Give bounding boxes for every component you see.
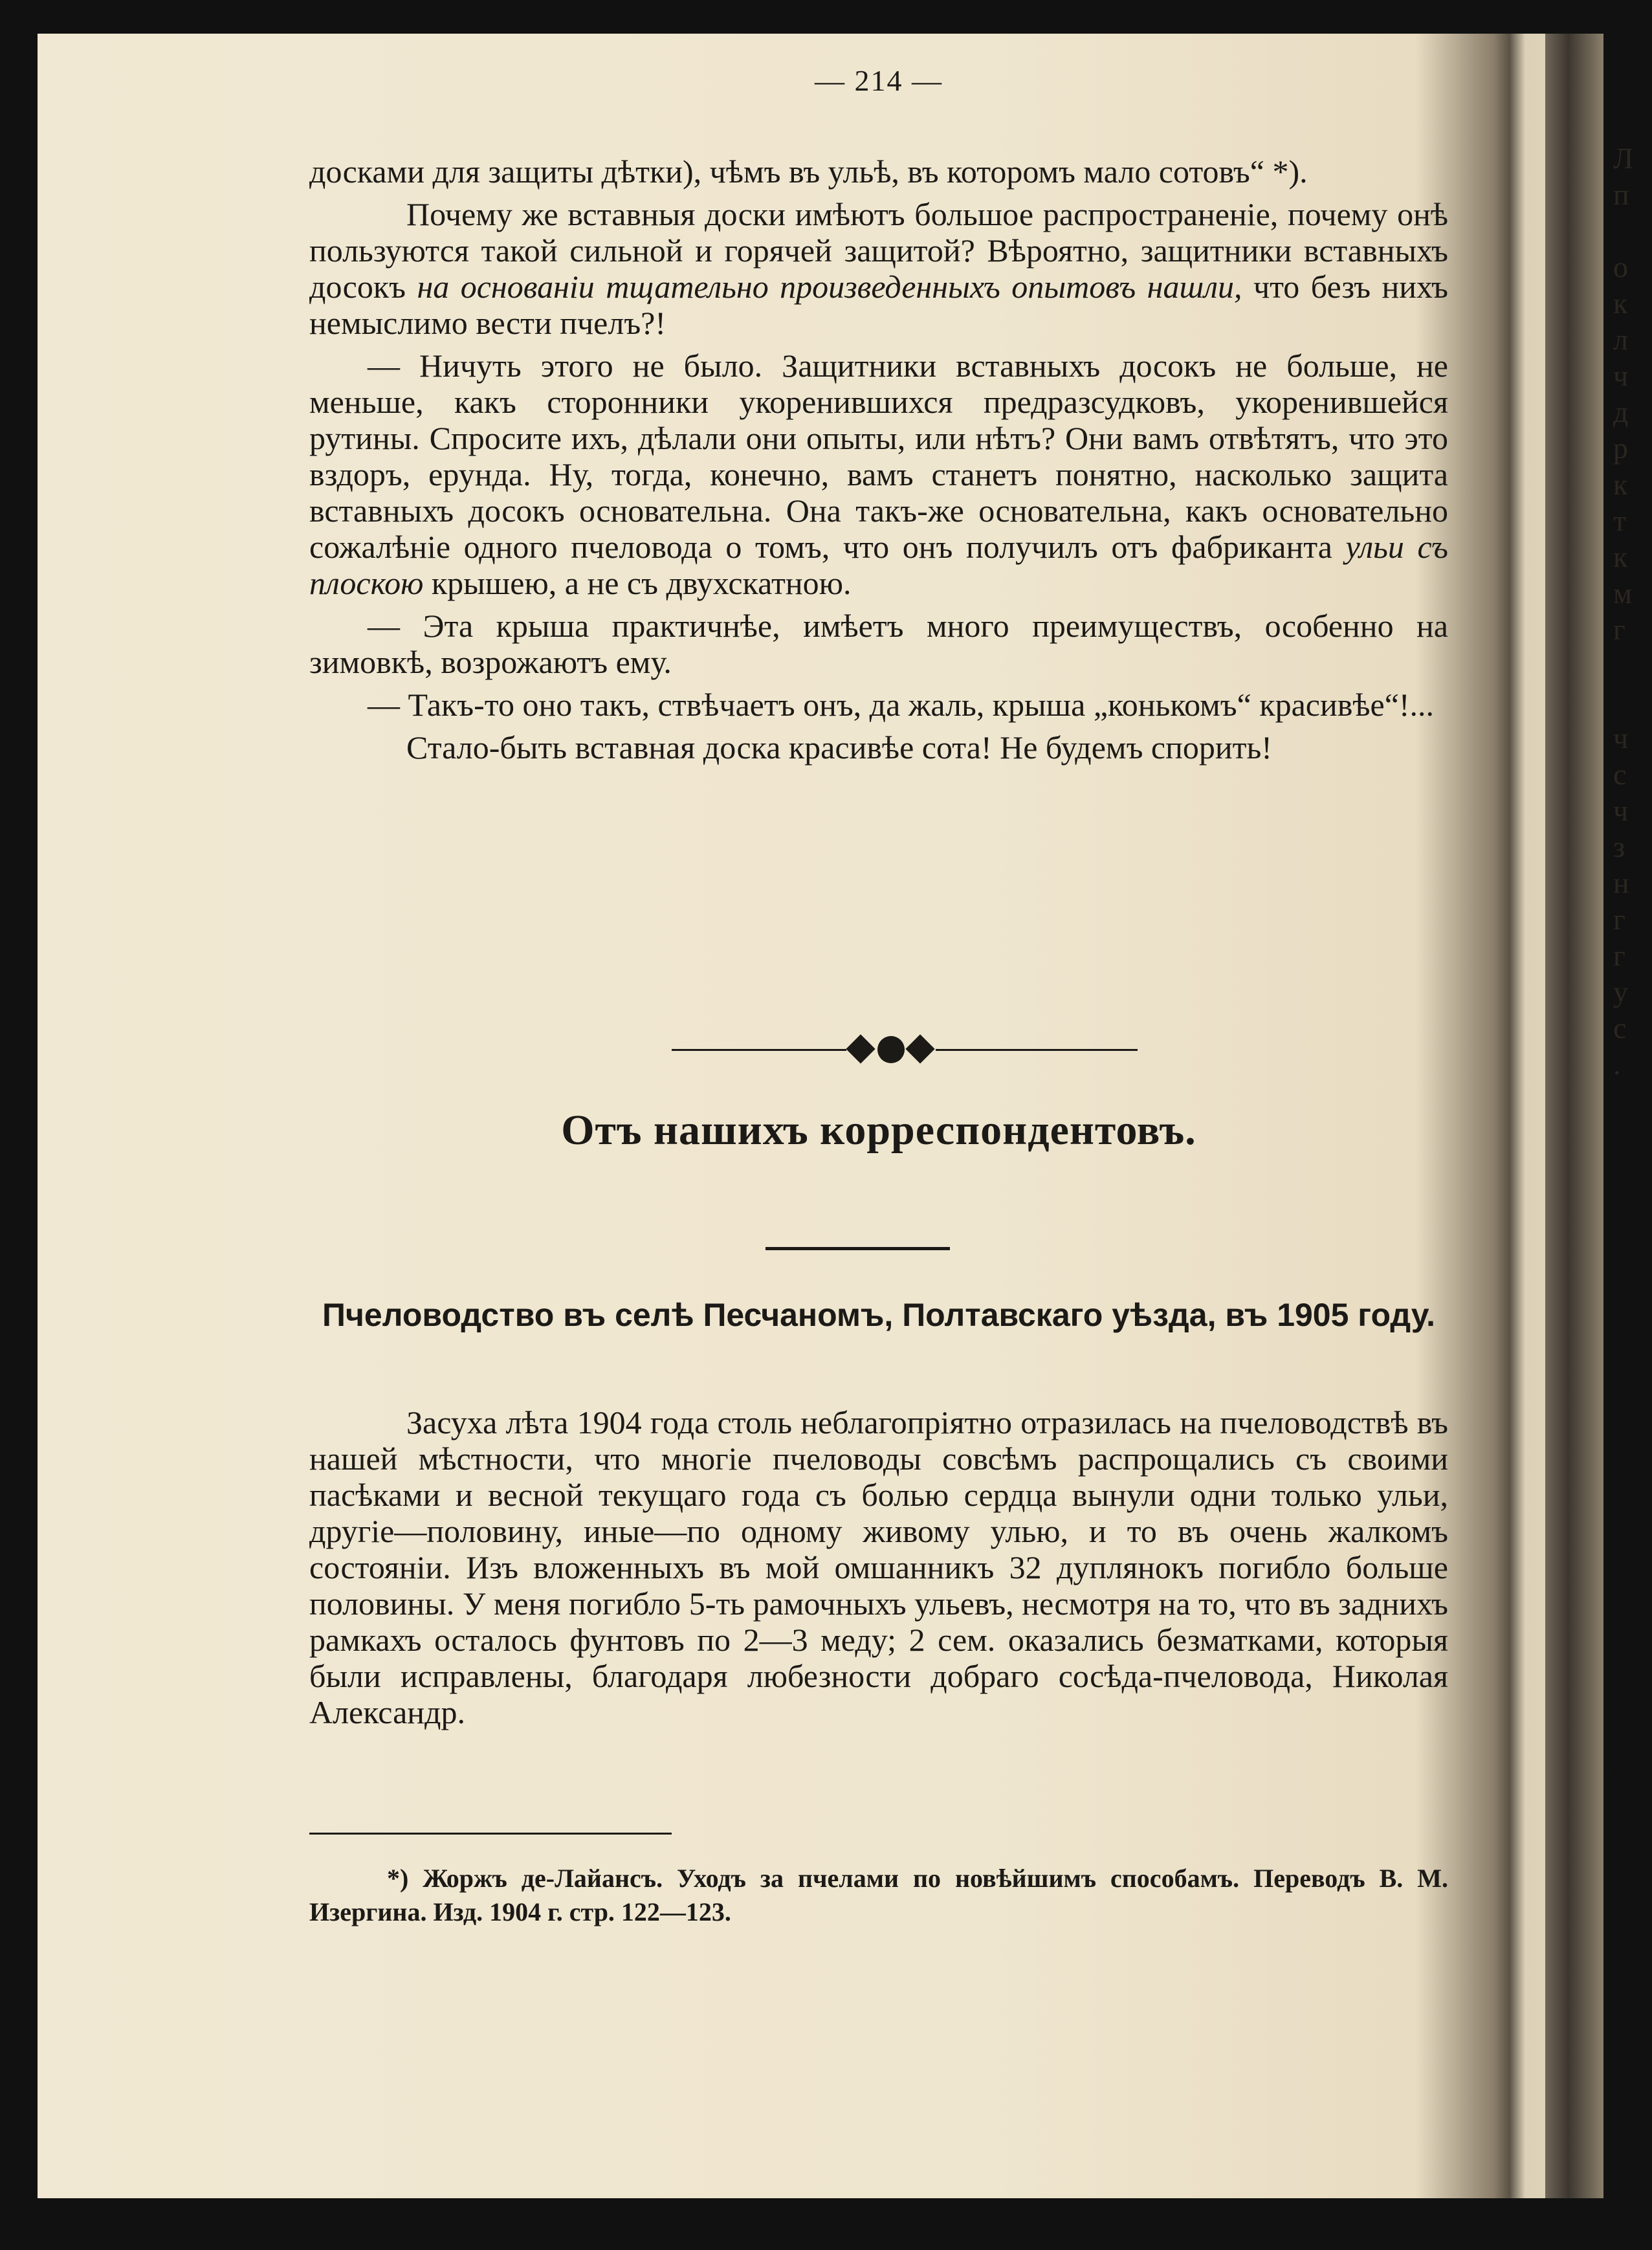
paragraph-3-end: крышею, а не съ двухскатною.: [423, 565, 852, 601]
fragment: [1613, 213, 1652, 249]
ornament-divider: [672, 1033, 1138, 1066]
paragraph-2-italic: на основаніи тщательно произведенныхъ опытовъ нашли,: [417, 269, 1242, 305]
fragment: г: [1613, 903, 1625, 936]
paragraph-2-end: что безъ нихъ немыслимо вести пчелъ?!: [309, 269, 1448, 341]
footnote: *) Жоржъ де-Лайансъ. Уходъ за пчелами по новѣйшимъ способамъ. Переводъ В. М. Изергина. Изд. 1904 г. стр. 122—123.: [309, 1864, 1448, 1926]
fragment: .: [1613, 1048, 1621, 1081]
paragraph-2: [309, 196, 1448, 341]
fragment: т: [1613, 504, 1627, 537]
fragment: ч: [1613, 794, 1629, 827]
ornament-left-diamond: [846, 1034, 875, 1063]
ornament-right-line: [936, 1049, 1138, 1051]
fragment: [1613, 648, 1652, 684]
fragment: з: [1613, 830, 1625, 863]
fragment: н: [1613, 866, 1629, 899]
article-paragraph: Засуха лѣта 1904 года столь неблагопріятно отразилась на пчеловодствѣ въ нашей мѣстности, что многіе пчеловоды совсѣмъ распрощались съ своими пасѣками и весной текущаго года съ болью сердца вынули одни только ульи, другіе—половину, иные—по одному живому улью, и то въ очень жалкомъ состояніи. Изъ вложенныхъ въ мой омшанникъ 32 дуплянокъ погибло больше половины. У меня погибло 5-ть рамочныхъ ульевъ, несмотря на то, что въ заднихъ рамкахъ осталось фунтовъ по 2—3 меду; 2 сем. оказались безматками, которыя были исправлены, благодаря любезности добраго сосѣда-пчеловода, Николая Александр.: [309, 1404, 1448, 1730]
book-spine-shadow: [1545, 34, 1603, 2198]
article-title: Пчеловодство въ селѣ Песчаномъ, Полтавскаго уѣзда, въ 1905 году.: [322, 1297, 1436, 1333]
book-page: [38, 34, 1634, 2198]
paragraph-3-start: — Ничуть этого не было. Защитники вставныхъ досокъ не больше, не меньше, какъ сторонники укоренившихся предразсудковъ, укоренившейся рутины. Спросите ихъ, дѣлали они опыты, или нѣтъ? Они вамъ отвѣтятъ, что это вздоръ, ерунда. Ну, тогда, конечно, вамъ станетъ понятно, насколько защита вставныхъ досокъ основательна. Она такъ-же основательна, какъ основательно сожалѣніе одного пчеловода о томъ, что онъ получилъ отъ фабриканта: [309, 347, 1448, 565]
fragment: г: [1613, 939, 1625, 972]
fragment: м: [1613, 577, 1633, 610]
fragment: с: [1613, 1011, 1627, 1044]
next-page-edge-text: [1613, 140, 1652, 1083]
footnote-rule: [309, 1833, 672, 1835]
fragment: л: [1613, 323, 1628, 356]
section-rule: [765, 1247, 950, 1250]
body-text: [309, 153, 1448, 772]
paragraph-1: досками для защиты дѣтки), чѣмъ въ ульѣ, въ которомъ мало сотовъ“ *).: [309, 153, 1308, 190]
paragraph-4: — Эта крыша практичнѣе, имѣетъ много преимуществъ, особенно на зимовкѣ, возрожаютъ ему.: [309, 608, 1448, 680]
fragment: Л: [1613, 142, 1634, 175]
ornament-center-dot: [877, 1036, 905, 1063]
section-heading: Отъ нашихъ корреспондентовъ.: [561, 1107, 1196, 1154]
fragment: г: [1613, 613, 1625, 646]
fragment: п: [1613, 178, 1629, 211]
fragment: к: [1613, 468, 1628, 501]
fragment: о: [1613, 250, 1628, 283]
ornament-left-line: [672, 1049, 846, 1051]
fragment: у: [1613, 975, 1628, 1008]
paragraph-6: Стало-быть вставная доска красивѣе сота! Не будемъ спорить!: [406, 729, 1272, 766]
fragment: ч: [1613, 359, 1629, 392]
paragraph-5: — Такъ-то оно такъ, ствѣчаетъ онъ, да жаль, крыша „конькомъ“ красивѣе“!...: [368, 687, 1435, 723]
paragraph-3: [309, 347, 1448, 601]
fragment: с: [1613, 758, 1627, 791]
paragraph-3-italic: ульи съ плоскою: [309, 529, 1449, 601]
ornament-right-diamond: [905, 1034, 934, 1063]
fragment: к: [1613, 287, 1628, 320]
fragment: [1613, 684, 1652, 720]
fragment: ч: [1613, 722, 1629, 755]
page-number: — 214 —: [815, 64, 943, 97]
paragraph-2-start: Почему же вставныя доски имѣютъ большое распространеніе, почему онѣ пользуются такой сильной и горячей защитой? Вѣроятно, защитники вставныхъ досокъ: [309, 196, 1448, 305]
fragment: р: [1613, 432, 1628, 465]
fragment: д: [1613, 395, 1629, 428]
fragment: к: [1613, 540, 1628, 573]
